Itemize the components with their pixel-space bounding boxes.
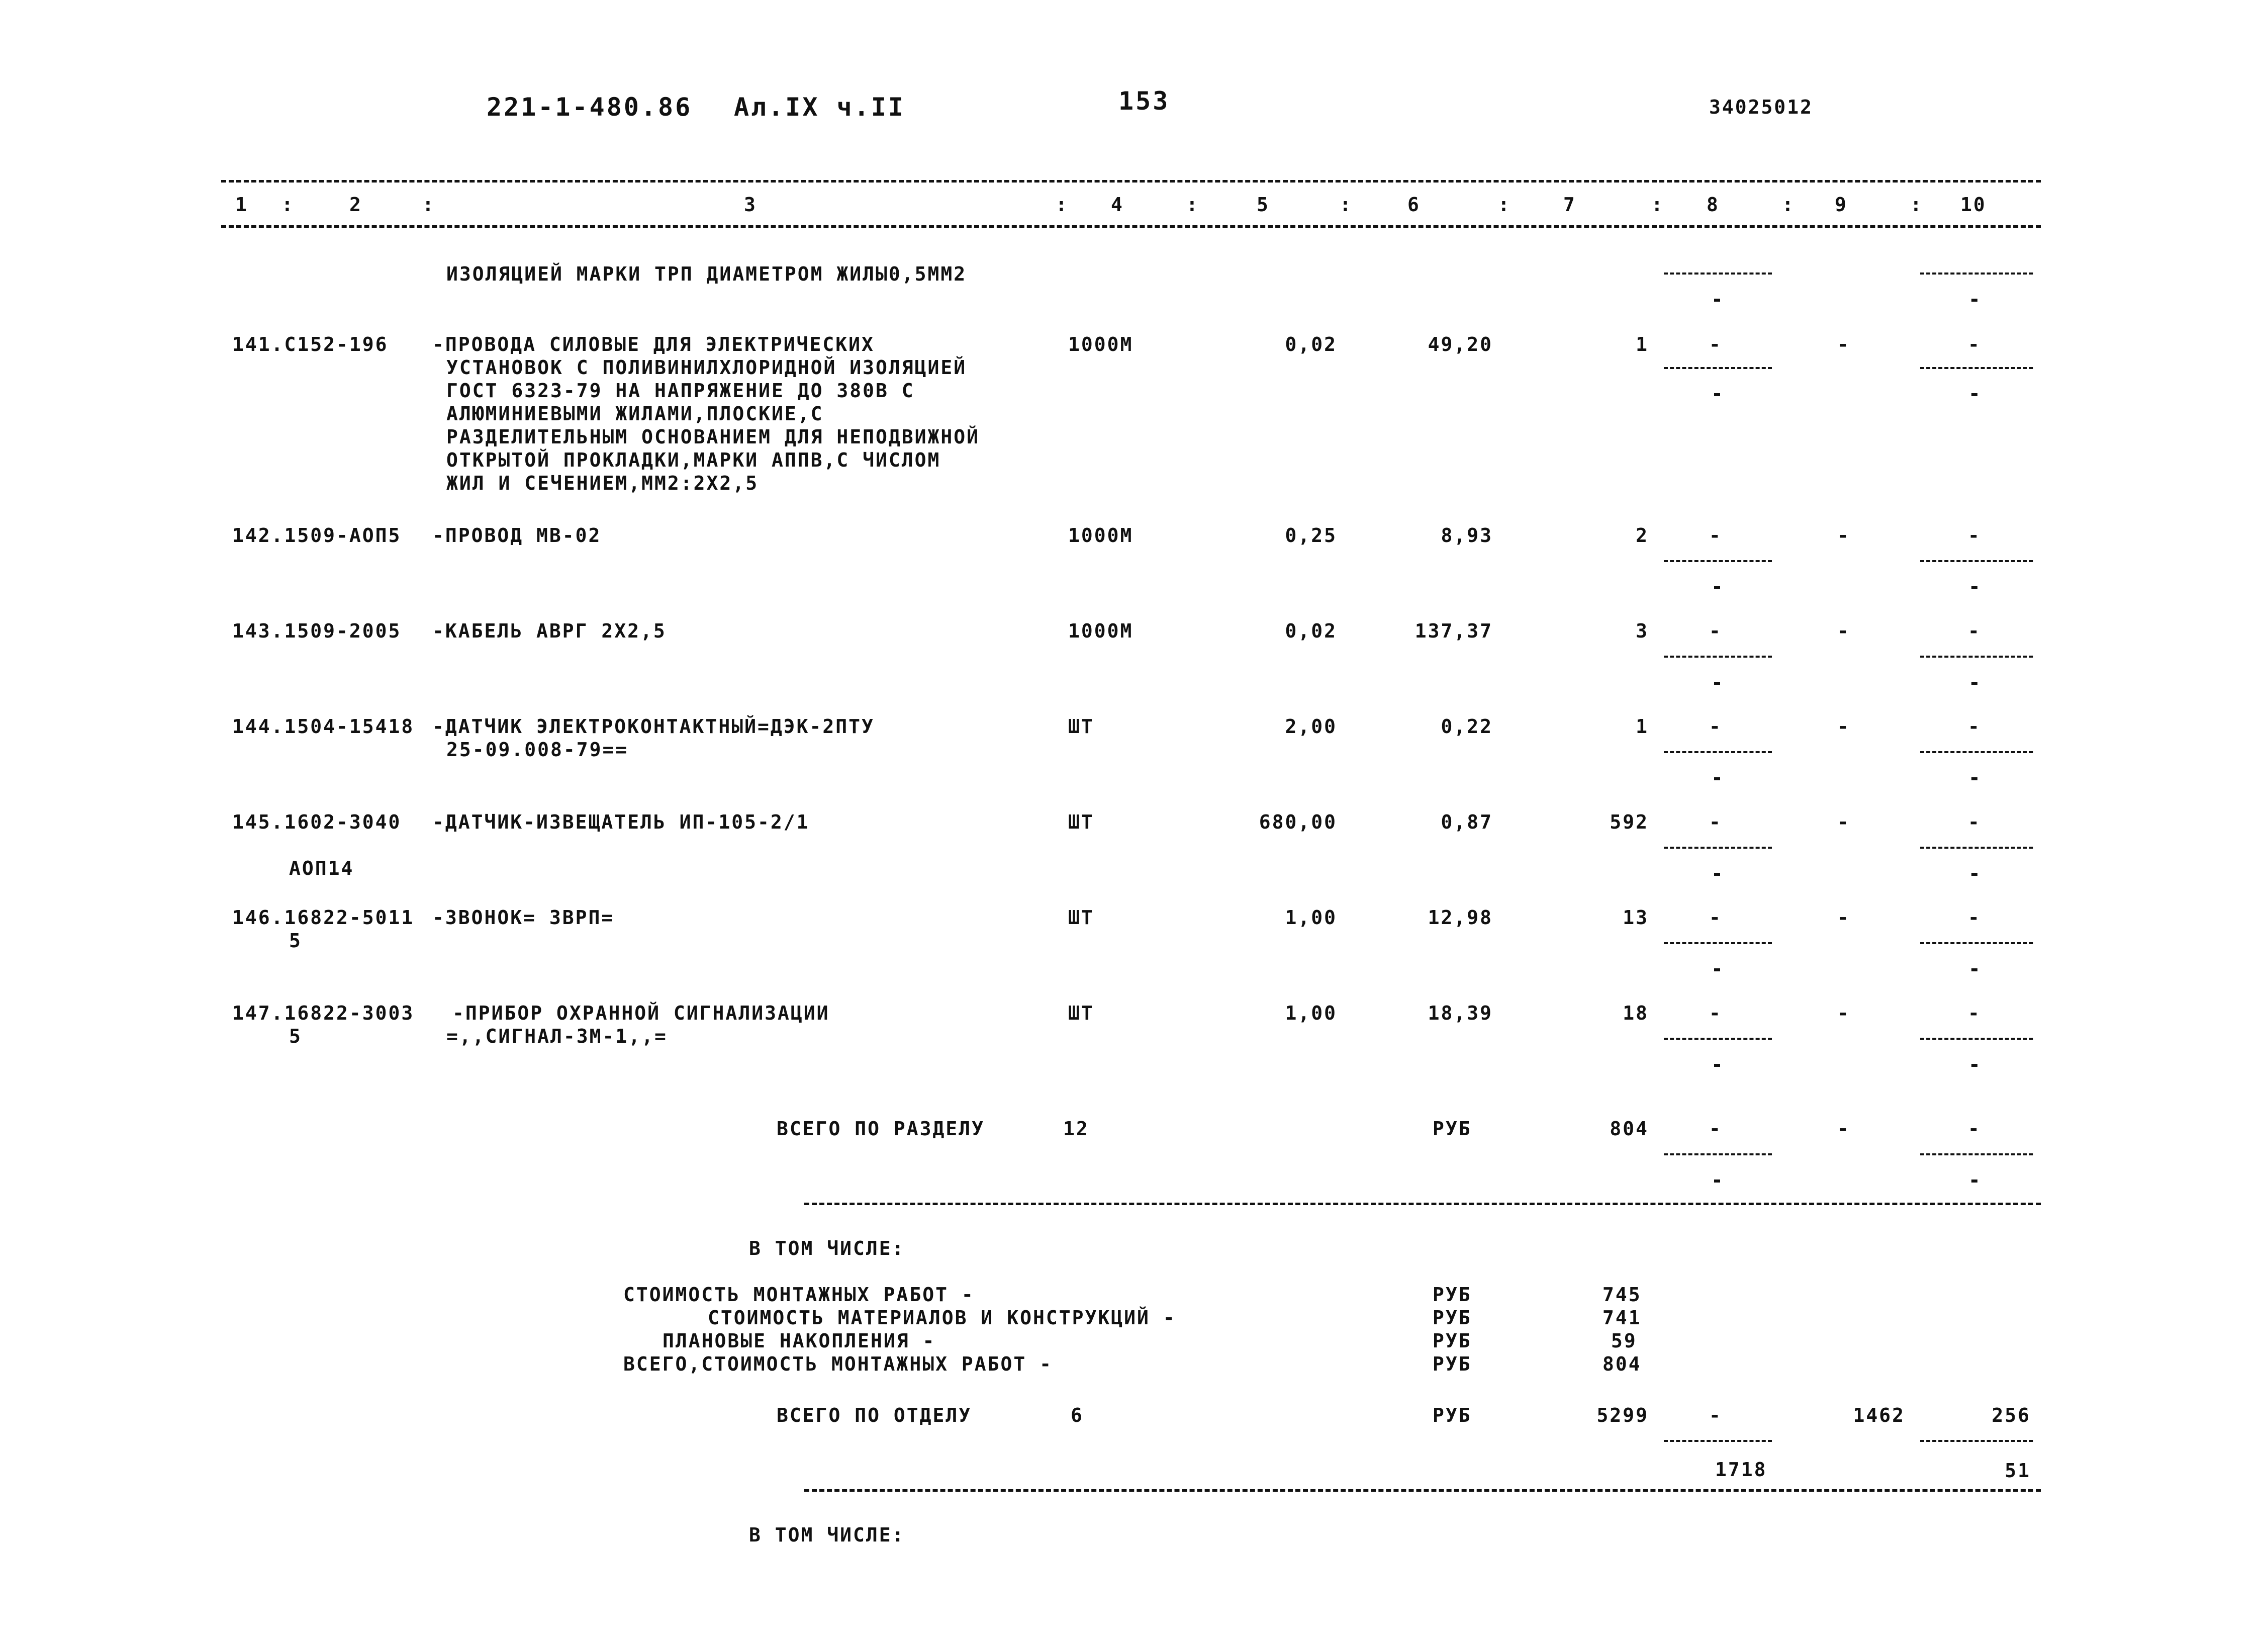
section-rule — [804, 1203, 2041, 1205]
item-c10: - — [1968, 715, 1981, 738]
continuation-text: ИЗОЛЯЦИЕЙ МАРКИ ТРП ДИАМЕТРОМ ЖИЛЫ0,5ММ2 — [446, 263, 967, 285]
album-ref: Ал.IX ч.II — [734, 93, 906, 122]
col10-dash — [1971, 1180, 1977, 1183]
including-label-2: В ТОМ ЧИСЛЕ: — [749, 1524, 905, 1546]
item-desc: -ЗВОНОК= ЗВРП= — [432, 906, 615, 929]
item-c9: - — [1837, 1002, 1850, 1024]
col8-dash — [1714, 968, 1720, 971]
breakdown-unit: РУБ — [1433, 1330, 1472, 1352]
item-c10: - — [1968, 524, 1981, 547]
section-total-value: 804 — [1610, 1118, 1649, 1140]
col10-dash — [1971, 393, 1977, 396]
col-3: 3 — [744, 194, 757, 216]
item-c10: - — [1968, 811, 1981, 833]
department-total-unit: РУБ — [1433, 1404, 1472, 1426]
item-code: 143.1509-2005 — [232, 620, 402, 642]
breakdown-value: 741 — [1602, 1307, 1642, 1329]
col8-dash — [1714, 1064, 1720, 1067]
breakdown-unit: РУБ — [1433, 1284, 1472, 1306]
doc-number: 34025012 — [1709, 96, 1814, 118]
col-4: 4 — [1111, 194, 1124, 216]
col-7: 7 — [1563, 194, 1576, 216]
department-total-value: 5299 — [1596, 1404, 1649, 1426]
breakdown-value: 59 — [1611, 1330, 1637, 1352]
col-sep: : — [1498, 194, 1511, 216]
department-total-c10-below: 51 — [2005, 1460, 2031, 1482]
department-total-c10: 256 — [1992, 1404, 2031, 1426]
item-desc: ОТКРЫТОЙ ПРОКЛАДКИ,МАРКИ АППВ,С ЧИСЛОМ — [446, 449, 941, 471]
col10-divider — [1920, 847, 2033, 849]
top-rule — [221, 180, 2041, 183]
col10-divider — [1920, 656, 2033, 658]
col-sep: : — [281, 194, 295, 216]
col8-divider — [1664, 273, 1772, 275]
item-c9: - — [1837, 715, 1850, 738]
item-qty: 0,25 — [1285, 524, 1337, 547]
item-total: 592 — [1610, 811, 1649, 833]
col8-divider — [1664, 656, 1772, 658]
col8-dash — [1714, 777, 1720, 780]
item-unit: ШТ — [1068, 715, 1094, 738]
item-c8: - — [1709, 524, 1722, 547]
item-c8: - — [1709, 715, 1722, 738]
item-code: 141.С152-196 — [232, 333, 389, 355]
department-total-label: ВСЕГО ПО ОТДЕЛУ — [777, 1404, 972, 1426]
item-unit: 1000М — [1068, 333, 1133, 355]
item-code: 144.1504-15418 — [232, 715, 415, 738]
col10-divider — [1920, 751, 2033, 753]
breakdown-label: ВСЕГО,СТОИМОСТЬ МОНТАЖНЫХ РАБОТ - — [623, 1353, 1053, 1375]
col-8: 8 — [1707, 194, 1720, 216]
col10-dash — [1971, 299, 1977, 302]
item-code-cont: АОП14 — [289, 857, 354, 879]
item-total: 18 — [1623, 1002, 1649, 1024]
including-label: В ТОМ ЧИСЛЕ: — [749, 1237, 905, 1259]
item-desc: -ПРОВОДА СИЛОВЫЕ ДЛЯ ЭЛЕКТРИЧЕСКИХ — [432, 333, 875, 355]
col10-dash — [1971, 682, 1977, 685]
breakdown-value: 804 — [1602, 1353, 1642, 1375]
item-qty: 0,02 — [1285, 620, 1337, 642]
section-total-label: ВСЕГО ПО РАЗДЕЛУ — [777, 1118, 985, 1140]
col8-dash — [1714, 1180, 1720, 1183]
item-desc: -ДАТЧИК ЭЛЕКТРОКОНТАКТНЫЙ=ДЭК-2ПТУ — [432, 715, 875, 738]
item-price: 137,37 — [1414, 620, 1493, 642]
section-total-c10: - — [1968, 1118, 1981, 1140]
item-c9: - — [1837, 811, 1850, 833]
col-1: 1 — [235, 194, 248, 216]
header-rule — [221, 225, 2041, 228]
item-qty: 1,00 — [1285, 906, 1337, 929]
item-unit: 1000М — [1068, 524, 1133, 547]
col10-divider — [1920, 942, 2033, 944]
section-total-count: 12 — [1063, 1118, 1089, 1140]
item-qty: 2,00 — [1285, 715, 1337, 738]
col8-divider — [1664, 1153, 1772, 1155]
item-code: 146.16822-5011 — [232, 906, 415, 929]
item-c9: - — [1837, 906, 1850, 929]
item-desc: -ПРИБОР ОХРАННОЙ СИГНАЛИЗАЦИИ — [452, 1002, 830, 1024]
col10-divider — [1920, 367, 2033, 369]
col10-divider — [1920, 1038, 2033, 1040]
col-sep: : — [1910, 194, 1923, 216]
col10-divider — [1920, 273, 2033, 275]
col10-dash — [1971, 777, 1977, 780]
breakdown-label: ПЛАНОВЫЕ НАКОПЛЕНИЯ - — [663, 1330, 936, 1352]
col-9: 9 — [1835, 194, 1848, 216]
col10-divider — [1920, 560, 2033, 562]
item-c8: - — [1709, 1002, 1722, 1024]
item-qty: 680,00 — [1259, 811, 1337, 833]
item-c10: - — [1968, 1002, 1981, 1024]
col8-divider — [1664, 1440, 1772, 1442]
breakdown-unit: РУБ — [1433, 1307, 1472, 1329]
department-rule — [804, 1489, 2041, 1492]
item-desc: РАЗДЕЛИТЕЛЬНЫМ ОСНОВАНИЕМ ДЛЯ НЕПОДВИЖНОЙ — [446, 426, 980, 448]
col8-divider — [1664, 1038, 1772, 1040]
item-desc: ГОСТ 6323-79 НА НАПРЯЖЕНИЕ ДО 380В С — [446, 380, 915, 402]
item-price: 0,87 — [1441, 811, 1493, 833]
col-5: 5 — [1257, 194, 1270, 216]
col-sep: : — [1782, 194, 1795, 216]
col8-dash — [1714, 393, 1720, 396]
item-qty: 0,02 — [1285, 333, 1337, 355]
item-c10: - — [1968, 906, 1981, 929]
item-price: 18,39 — [1428, 1002, 1493, 1024]
item-desc: -ДАТЧИК-ИЗВЕЩАТЕЛЬ ИП-105-2/1 — [432, 811, 810, 833]
item-unit: ШТ — [1068, 811, 1094, 833]
col8-divider — [1664, 751, 1772, 753]
item-c9: - — [1837, 524, 1850, 547]
item-c8: - — [1709, 620, 1722, 642]
col8-dash — [1714, 586, 1720, 589]
col10-dash — [1971, 873, 1977, 876]
col-sep: : — [1056, 194, 1069, 216]
col-sep: : — [1340, 194, 1353, 216]
col10-divider — [1920, 1153, 2033, 1155]
item-c9: - — [1837, 333, 1850, 355]
item-price: 49,20 — [1428, 333, 1493, 355]
department-total-c9: 1462 — [1853, 1404, 1905, 1426]
breakdown-value: 745 — [1602, 1284, 1642, 1306]
item-unit: 1000М — [1068, 620, 1133, 642]
breakdown-unit: РУБ — [1433, 1353, 1472, 1375]
item-code: 147.16822-3003 — [232, 1002, 415, 1024]
item-total: 1 — [1636, 715, 1649, 738]
section-total-c9: - — [1837, 1118, 1850, 1140]
item-desc: =,,СИГНАЛ-3М-1,,= — [446, 1025, 668, 1047]
item-code: 142.1509-АОП5 — [232, 524, 402, 547]
department-total-count: 6 — [1071, 1404, 1084, 1426]
doc-code: 221-1-480.86 — [487, 93, 693, 122]
item-desc: -КАБЕЛЬ АВРГ 2Х2,5 — [432, 620, 667, 642]
section-total-c8: - — [1709, 1118, 1722, 1140]
item-price: 12,98 — [1428, 906, 1493, 929]
department-total-c8-below: 1718 — [1715, 1459, 1767, 1481]
page-number: 153 — [1118, 86, 1170, 116]
item-total: 2 — [1636, 524, 1649, 547]
item-c10: - — [1968, 620, 1981, 642]
item-desc: ЖИЛ И СЕЧЕНИЕМ,ММ2:2Х2,5 — [446, 472, 759, 494]
col10-dash — [1971, 1064, 1977, 1067]
col8-dash — [1714, 873, 1720, 876]
col8-divider — [1664, 367, 1772, 369]
item-desc: АЛЮМИНИЕВЫМИ ЖИЛАМИ,ПЛОСКИЕ,С — [446, 403, 824, 425]
breakdown-label: СТОИМОСТЬ МАТЕРИАЛОВ И КОНСТРУКЦИЙ - — [708, 1307, 1176, 1329]
col8-divider — [1664, 942, 1772, 944]
item-desc: -ПРОВОД МВ-02 — [432, 524, 602, 547]
col-10: 10 — [1960, 194, 1987, 216]
col10-dash — [1971, 586, 1977, 589]
item-code: 145.1602-3040 — [232, 811, 402, 833]
item-code-cont: 5 — [289, 930, 302, 952]
col-6: 6 — [1407, 194, 1421, 216]
item-price: 8,93 — [1441, 524, 1493, 547]
item-total: 1 — [1636, 333, 1649, 355]
department-total-c8: - — [1709, 1404, 1722, 1426]
item-total: 3 — [1636, 620, 1649, 642]
col10-divider — [1920, 1440, 2033, 1442]
item-c10: - — [1968, 333, 1981, 355]
col8-divider — [1664, 560, 1772, 562]
col-sep: : — [422, 194, 435, 216]
col-sep: : — [1651, 194, 1664, 216]
item-desc: УСТАНОВОК С ПОЛИВИНИЛХЛОРИДНОЙ ИЗОЛЯЦИЕЙ — [446, 356, 967, 379]
item-c8: - — [1709, 906, 1722, 929]
item-c8: - — [1709, 333, 1722, 355]
col8-dash — [1714, 299, 1720, 302]
col8-dash — [1714, 682, 1720, 685]
section-total-unit: РУБ — [1433, 1118, 1472, 1140]
col-sep: : — [1186, 194, 1199, 216]
item-unit: ШТ — [1068, 906, 1094, 929]
item-code-cont: 5 — [289, 1025, 302, 1047]
col8-divider — [1664, 847, 1772, 849]
item-unit: ШТ — [1068, 1002, 1094, 1024]
col-2: 2 — [349, 194, 362, 216]
item-desc: 25-09.008-79== — [446, 739, 629, 761]
item-c9: - — [1837, 620, 1850, 642]
breakdown-label: СТОИМОСТЬ МОНТАЖНЫХ РАБОТ - — [623, 1284, 975, 1306]
item-total: 13 — [1623, 906, 1649, 929]
col10-dash — [1971, 968, 1977, 971]
item-c8: - — [1709, 811, 1722, 833]
item-price: 0,22 — [1441, 715, 1493, 738]
item-qty: 1,00 — [1285, 1002, 1337, 1024]
